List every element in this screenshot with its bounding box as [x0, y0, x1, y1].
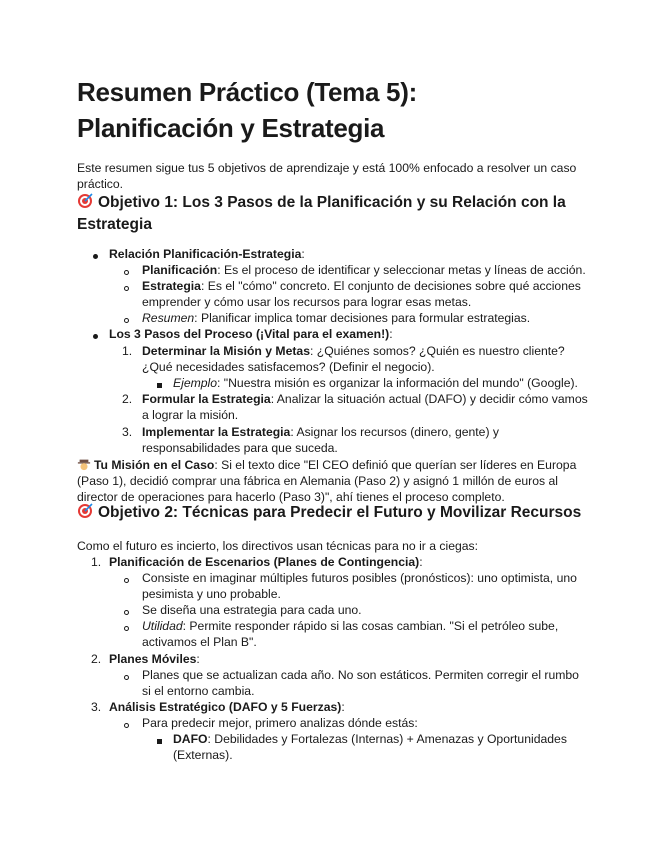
resumen-def: Resumen: Planificar implica tomar decisiones para formular estrategias. — [142, 311, 531, 325]
title-line-2: Planificación y Estrategia — [77, 113, 385, 143]
dafo-def: DAFO: Debilidades y Fortalezas (Internas) + Amenazas y Oportunidades (Externas). — [173, 732, 567, 763]
step-1-example: Ejemplo: "Nuestra misión es organizar la información del mundo" (Google). — [173, 376, 578, 390]
intro-paragraph: Este resumen sigue tus 5 objetivos de aprendizaje y está 100% enfocado a resolver un caso práctico. — [77, 161, 577, 192]
step-number: 3. — [122, 425, 133, 439]
step-number: 1. — [122, 344, 133, 358]
escenarios-item: Planificación de Escenarios (Planes de Contingencia): — [109, 555, 423, 569]
objective-1-heading: Objetivo 1: Los 3 Pasos de la Planificación y su Relación con la Estrategia — [77, 194, 566, 233]
relacion-item: Relación Planificación-Estrategia: — [109, 247, 305, 261]
item-number: 2. — [91, 652, 102, 666]
bullet-dot — [93, 254, 98, 259]
title-line-1: Resumen Práctico (Tema 5): — [77, 77, 417, 107]
analisis-item: Análisis Estratégico (DAFO y 5 Fuerzas): — [109, 700, 345, 714]
target-icon — [77, 503, 93, 519]
objective-2-heading: Objetivo 2: Técnicas para Predecir el Futuro y Movilizar Recursos — [77, 502, 617, 524]
estrategia-def: Estrategia: Es el "cómo" concreto. El conjunto de decisiones sobre qué acciones emprender y cómo usar los recursos para lograr esas metas. — [142, 279, 581, 310]
bullet-circle — [124, 286, 129, 291]
planificacion-def: Planificación: Es el proceso de identificar y seleccionar metas y líneas de acción. — [142, 263, 586, 277]
item-number: 1. — [91, 555, 102, 569]
planes-moviles-item: Planes Móviles: — [109, 652, 200, 666]
item-number: 3. — [91, 700, 102, 714]
step-2: Formular la Estrategia: Analizar la situación actual (DAFO) y decidir cómo vamos a lograr la misión. — [142, 392, 588, 423]
bullet-square — [157, 739, 162, 744]
detective-icon — [77, 457, 91, 471]
escenarios-a: Consiste en imaginar múltiples futuros posibles (pronósticos): uno optimista, uno pesimista y uno probable. — [142, 571, 577, 602]
bullet-circle — [124, 626, 129, 631]
obj2-intro: Como el futuro es incierto, los directivos usan técnicas para no ir a ciegas: — [77, 539, 479, 553]
mision-paragraph: Tu Misión en el Caso: Si el texto dice "El CEO definió que querían ser líderes en Europa (Paso 1), decidió comprar una fábrica en Alemania (Paso 2) y asignó 1 millón de euros al director de operaciones para hacerlo (Paso 3)", ahí tienes el proceso completo. — [77, 458, 577, 505]
bullet-circle — [124, 578, 129, 583]
bullet-circle — [124, 675, 129, 680]
bullet-circle — [124, 610, 129, 615]
analisis-a: Para predecir mejor, primero analizas dónde estás: — [142, 716, 418, 730]
step-1: Determinar la Misión y Metas: ¿Quiénes somos? ¿Quién es nuestro cliente? ¿Qué necesidades satisfacemos? (Definir el negocio). — [142, 344, 565, 375]
bullet-circle — [124, 270, 129, 275]
bullet-square — [157, 383, 162, 388]
escenarios-c: Utilidad: Permite responder rápido si las cosas cambian. "Si el petróleo sube, activamos el Plan B". — [142, 619, 559, 650]
bullet-circle — [124, 723, 129, 728]
bullet-circle — [124, 318, 129, 323]
bullet-dot — [93, 334, 98, 339]
planes-moviles-a: Planes que se actualizan cada año. No son estáticos. Permiten corregir el rumbo si el entorno cambia. — [142, 668, 579, 699]
pasos-item: Los 3 Pasos del Proceso (¡Vital para el examen!): — [109, 327, 393, 341]
target-icon — [77, 193, 93, 209]
step-3: Implementar la Estrategia: Asignar los recursos (dinero, gente) y responsabilidades para que suceda. — [142, 425, 499, 456]
step-number: 2. — [122, 392, 133, 406]
escenarios-b: Se diseña una estrategia para cada uno. — [142, 603, 362, 617]
page-title — [77, 74, 597, 146]
